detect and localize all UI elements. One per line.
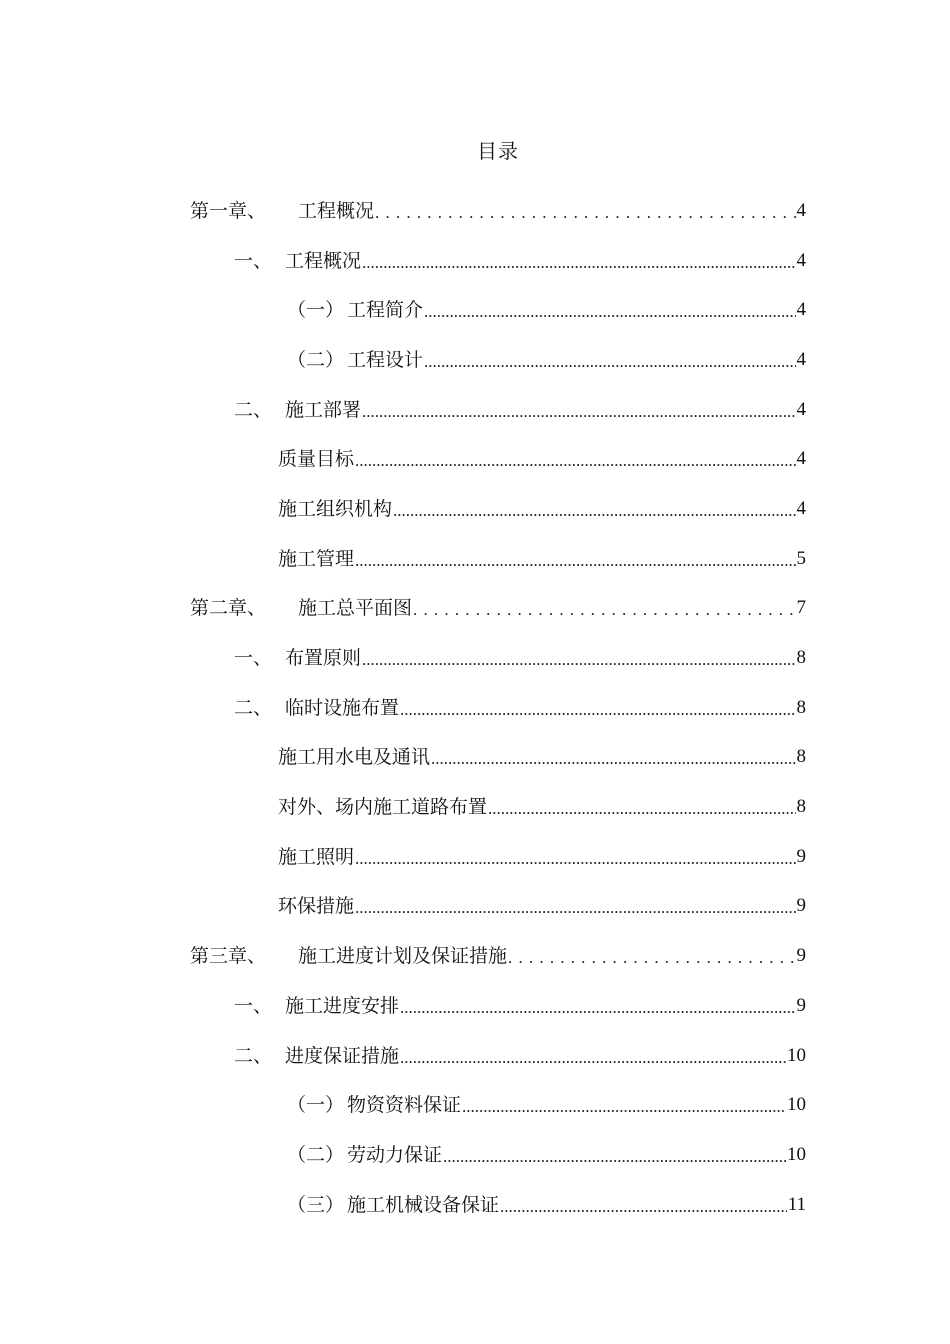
toc-entry-number: 第一章、 bbox=[190, 199, 267, 222]
toc-entry[interactable] bbox=[278, 882, 806, 932]
toc-entry-page-number: 4 bbox=[796, 497, 806, 519]
toc-entry-text: 工程概况 bbox=[298, 199, 375, 222]
toc-entry[interactable] bbox=[234, 385, 806, 435]
toc-entry-page-number: 5 bbox=[796, 547, 806, 569]
toc-entry-page-number: 4 bbox=[796, 199, 806, 221]
toc-entry-page-number: 8 bbox=[796, 796, 806, 818]
toc-entry-number: 二、 bbox=[234, 1044, 273, 1067]
toc-leader-dots bbox=[488, 794, 795, 824]
toc-entry[interactable] bbox=[234, 981, 806, 1031]
toc-entry[interactable] bbox=[278, 733, 806, 783]
toc-entry-number: （二） bbox=[287, 348, 345, 371]
toc-leader-dots bbox=[355, 844, 795, 874]
toc-entry-page-number: 4 bbox=[796, 348, 806, 370]
toc-entry-text: 工程设计 bbox=[347, 348, 424, 371]
toc-leader-dots bbox=[355, 446, 795, 476]
toc-entry-text: 施工机械设备保证 bbox=[347, 1193, 500, 1216]
toc-entry-page-number: 10 bbox=[787, 1094, 806, 1116]
toc-entry-number: （二） bbox=[287, 1143, 345, 1166]
toc-leader-dots bbox=[500, 1192, 787, 1222]
toc-leader-dots bbox=[400, 1043, 786, 1073]
toc-entry-text: 环保措施 bbox=[278, 895, 355, 918]
toc-leader-dots bbox=[508, 943, 795, 973]
toc-leader-dots bbox=[462, 1092, 786, 1122]
toc-entry[interactable] bbox=[287, 285, 806, 335]
toc-leader-dots bbox=[424, 347, 795, 377]
toc-leader-dots bbox=[431, 744, 795, 774]
toc-entry-number: 一、 bbox=[234, 994, 273, 1017]
toc-leader-dots bbox=[413, 595, 795, 625]
toc-entry-text: 临时设施布置 bbox=[285, 696, 400, 719]
toc-leader-dots bbox=[424, 297, 795, 327]
toc-entry[interactable] bbox=[278, 782, 806, 832]
toc-entry-text: 质量目标 bbox=[278, 448, 355, 471]
toc-leader-dots bbox=[355, 893, 795, 923]
toc-entry-text: 施工进度安排 bbox=[285, 994, 400, 1017]
toc-entry-text: 施工管理 bbox=[278, 547, 355, 570]
toc-entry-text: 工程简介 bbox=[347, 299, 424, 322]
toc-entry-number: （一） bbox=[287, 299, 345, 322]
toc-entry-number: 二、 bbox=[234, 398, 273, 421]
toc-entry[interactable] bbox=[287, 1080, 806, 1130]
toc-entry-text: 进度保证措施 bbox=[285, 1044, 400, 1067]
toc-leader-dots bbox=[362, 248, 795, 278]
toc-entry-text: 施工进度计划及保证措施 bbox=[298, 945, 508, 968]
toc-entry-text: 工程概况 bbox=[285, 249, 362, 272]
toc-entry-page-number: 9 bbox=[796, 895, 806, 917]
toc-entry-number: 第二章、 bbox=[190, 597, 267, 620]
toc-entry[interactable] bbox=[234, 633, 806, 683]
toc-entry-page-number: 4 bbox=[796, 249, 806, 271]
toc-entry-page-number: 9 bbox=[796, 945, 806, 967]
toc-entry-text: 施工部署 bbox=[285, 398, 362, 421]
toc-entry[interactable] bbox=[287, 1130, 806, 1180]
toc-entry[interactable] bbox=[278, 534, 806, 584]
toc-leader-dots bbox=[362, 645, 795, 675]
toc-entry-page-number: 4 bbox=[796, 448, 806, 470]
toc-title: 目录 bbox=[477, 139, 519, 163]
toc-leader-dots bbox=[443, 1142, 786, 1172]
toc-entry-text: 施工用水电及通讯 bbox=[278, 746, 431, 769]
toc-leader-dots bbox=[375, 198, 795, 228]
toc-entry-page-number: 7 bbox=[796, 597, 806, 619]
toc-entry-number: （一） bbox=[287, 1094, 345, 1117]
toc-entry[interactable] bbox=[190, 186, 806, 236]
toc-entry-number: 二、 bbox=[234, 696, 273, 719]
toc-leader-dots bbox=[400, 695, 795, 725]
toc-entry[interactable] bbox=[278, 434, 806, 484]
toc-entry-page-number: 4 bbox=[796, 299, 806, 321]
table-of-contents bbox=[0, 186, 950, 1229]
toc-entry-page-number: 8 bbox=[796, 746, 806, 768]
toc-leader-dots bbox=[362, 397, 795, 427]
toc-entry-text: 施工照明 bbox=[278, 845, 355, 868]
toc-entry-number: 一、 bbox=[234, 647, 273, 670]
toc-entry-number: 第三章、 bbox=[190, 945, 267, 968]
toc-entry[interactable] bbox=[278, 484, 806, 534]
toc-entry[interactable] bbox=[278, 832, 806, 882]
toc-entry-page-number: 11 bbox=[787, 1193, 806, 1215]
toc-entry-number: （三） bbox=[287, 1193, 345, 1216]
toc-entry-page-number: 8 bbox=[796, 647, 806, 669]
toc-entry[interactable] bbox=[287, 1180, 806, 1230]
toc-entry-page-number: 9 bbox=[796, 994, 806, 1016]
toc-leader-dots bbox=[393, 496, 795, 526]
toc-entry-page-number: 4 bbox=[796, 398, 806, 420]
toc-entry-text: 施工总平面图 bbox=[298, 597, 413, 620]
toc-entry-text: 布置原则 bbox=[285, 647, 362, 670]
toc-entry-page-number: 9 bbox=[796, 845, 806, 867]
toc-entry-number: 一、 bbox=[234, 249, 273, 272]
toc-leader-dots bbox=[400, 993, 795, 1023]
toc-entry[interactable] bbox=[190, 931, 806, 981]
toc-entry-text: 施工组织机构 bbox=[278, 497, 393, 520]
toc-entry-page-number: 8 bbox=[796, 696, 806, 718]
toc-entry[interactable] bbox=[234, 236, 806, 286]
toc-entry[interactable] bbox=[234, 683, 806, 733]
toc-entry-page-number: 10 bbox=[787, 1143, 806, 1165]
toc-entry[interactable] bbox=[234, 1031, 806, 1081]
toc-entry-text: 对外、场内施工道路布置 bbox=[278, 796, 488, 819]
toc-entry-page-number: 10 bbox=[787, 1044, 806, 1066]
toc-entry-text: 物资资料保证 bbox=[347, 1094, 462, 1117]
toc-entry[interactable] bbox=[287, 335, 806, 385]
toc-entry-text: 劳动力保证 bbox=[347, 1143, 443, 1166]
toc-leader-dots bbox=[355, 546, 795, 576]
toc-entry[interactable] bbox=[190, 584, 806, 634]
